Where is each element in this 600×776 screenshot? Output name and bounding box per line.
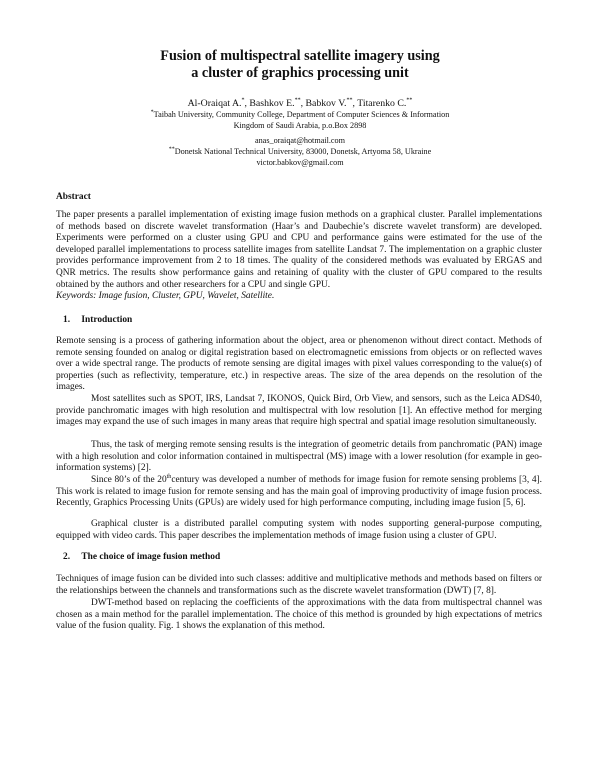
paper-title: [0, 48, 600, 82]
section-2-paragraph-1: Techniques of image fusion can be divided into such classes: additive and multiplicative methods and methods based on filters or the relationships between the channels and transformations such as the discrete wavelet transformation (DWT) [7, 8].: [56, 574, 542, 596]
author-3: , Babkov V.: [300, 98, 347, 109]
affiliation-1-line-2: Kingdom of Saudi Arabia, p.o.Box 2898: [233, 120, 367, 130]
keywords: Keywords: Image fusion, Cluster, GPU, Wavelet, Satellite.: [56, 291, 275, 301]
author-2-mark: **: [294, 97, 301, 104]
affiliation-1-email: anas_oraiqat@hotmail.com: [254, 135, 346, 145]
title-line-1: Fusion of multispectral satellite imagery using: [160, 48, 440, 64]
section-1-title: Introduction: [81, 315, 133, 325]
affiliation-1-name: Taibah University, Community College, Department of Computer Sciences & Information: [153, 110, 450, 119]
author-4: , Titarenko C.: [352, 98, 407, 109]
author-1: Al-Oraiqat A.: [187, 98, 242, 109]
affiliation-2-name: Donetsk National Technical University, 83000, Donetsk, Artyoma 58, Ukraine: [174, 147, 432, 156]
section-1-paragraph-2: Most satellites such as SPOT, IRS, Landsat 7, IKONOS, Quick Bird, Orb View, and sensors, such as the Leica ADS40, provide panchromatic images with high resolution and multispectral with low resolution [1]. An effective method for merging images may expand the use of such images in many areas that require high spectral and spatial image resolution simultaneously.: [56, 394, 542, 428]
section-1-paragraph-1: Remote sensing is a process of gathering information about the object, area or phenomenon without direct contact. Methods of remote sensing founded on analog or digital registration based on electromagnetic emissions from objects or on reflected waves over a wide spectral range. The products of remote sensing are digital images with pixel values corresponding to the value(s) of properties (such as reflectivity, temperature, etc.) in respective areas. The size of the area depends on the resolution of the images.: [56, 336, 542, 393]
affiliation-1-mark: *: [150, 109, 154, 116]
section-1-p4-rest: century was developed a number of methods for image fusion for remote sensing problems [3, 4]. This work is related to image fusion for remote sensing and has the main goal of improving productivity of image fusion process. Recently, Graphics Processing Units (GPUs) are widely used for high performance computing, including image fusion [5, 6].: [56, 475, 542, 509]
section-2-title: The choice of image fusion method: [81, 552, 221, 562]
title-line-2: a cluster of graphics processing unit: [191, 65, 409, 81]
abstract-text: The paper presents a parallel implementation of existing image fusion methods on a graphical cluster. Parallel implementations of methods based on discrete wavelet transformation (Haar’s and Daubechie’s discrete wavelet transform) are developed. Experiments were performed on a cluster using GPU and CPU and performance gains were estimated for the use of the developed parallel implementations to process satellite images from satellite Landsat 7. The implementation on a graphic cluster provides performance improvement from 2 to 18 times. The quality of the considered methods was evaluated by ERGAS and QNR metrics. The results show performance gains and retaining of quality with the cluster of GPU compared to the results obtained by the authors and other researchers for a CPU and single GPU.: [56, 210, 542, 290]
section-2-heading: [63, 551, 220, 563]
affiliation-2-email: victor.babkov@gmail.com: [256, 157, 344, 167]
affiliation-2-mark: **: [168, 146, 175, 153]
section-1-paragraph-4: [56, 475, 542, 510]
section-1-heading: [63, 314, 132, 326]
section-1-number: 1.: [63, 315, 71, 325]
author-3-mark: **: [346, 97, 353, 104]
affiliation-1-line-1: [0, 110, 600, 121]
abstract-heading: Abstract: [56, 192, 91, 202]
affiliation-1: [0, 110, 600, 146]
section-1-paragraph-3: Thus, the task of merging remote sensing results is the integration of geometric details from panchromatic (PAN) image with a high resolution and color information contained in multispectral (MS) image with a lower resolution (for example in geo-information systems) [2].: [56, 440, 542, 474]
section-1-p4-start: Since 80’s of the 20: [91, 475, 167, 485]
author-2: , Bashkov E.: [244, 98, 295, 109]
section-1-paragraph-5: Graphical cluster is a distributed parallel computing system with nodes supporting general-purpose computing, equipped with video cards. This paper describes the implementation methods of image fusion using a cluster of GPU.: [56, 519, 542, 541]
author-list: [0, 98, 600, 110]
section-1-p4-sup: th: [166, 473, 172, 480]
author-1-mark: *: [241, 97, 245, 104]
affiliation-2: [0, 147, 600, 169]
section-2-paragraph-2: DWT-method based on replacing the coefficients of the approximations with the data from multispectral channel was chosen as a main method for the parallel implementation. The choice of this method is grounded by high expectations of metrics value of the fusion quality. Fig. 1 shows the explanation of this method.: [56, 598, 542, 632]
section-2-number: 2.: [63, 552, 71, 562]
affiliation-2-line-1: [0, 147, 600, 158]
author-4-mark: **: [406, 97, 413, 104]
